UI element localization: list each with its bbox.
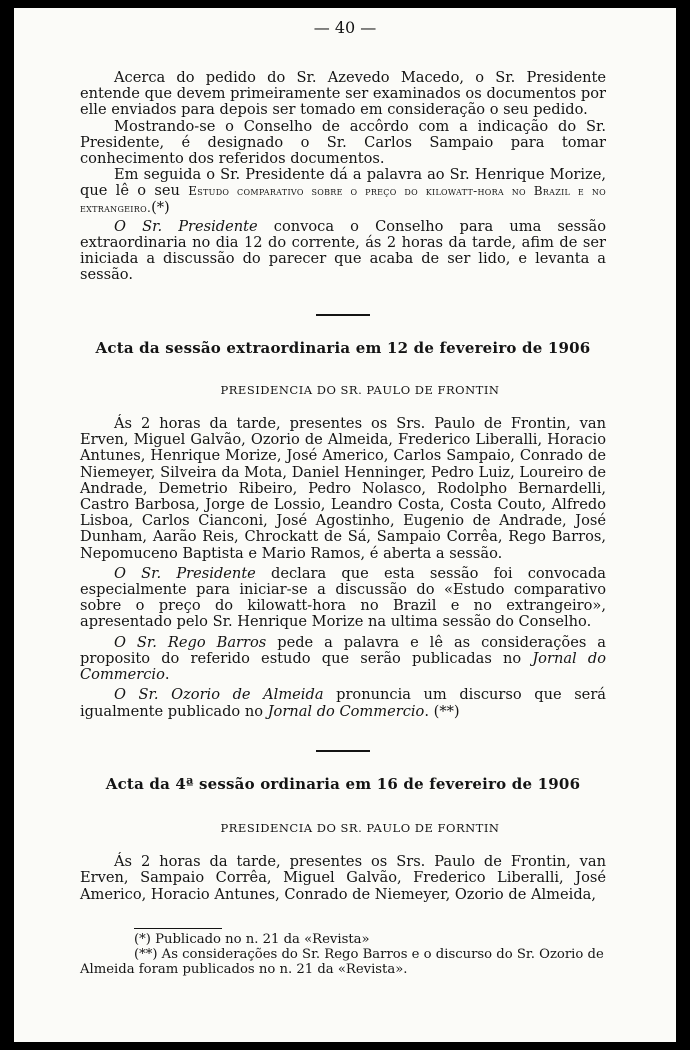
presidency-line: PRESIDENCIA DO SR. PAULO DE FRONTIN [220,382,500,397]
footnote-divider [134,928,222,929]
paragraph: O Sr. Rego Barros pede a palavra e lê as considerações a proposito do referido estudo que serão publicadas no Jornal do Commercio. [80,633,606,684]
paragraph: Ás 2 horas da tarde, presentes os Srs. Paulo de Frontin, van Erven, Miguel Galvão, Ozorio de Almeida, Frederico Liberalli, Horacio Antunes, Henrique Morize, José Americo, Carlos Sampaio, Conrado de Niemeyer, Silveira da Mota, Daniel Henninger, Pedro Luiz, Loureiro de Andrade, Demetrio Ribeiro, Pedro Nolasco, Rodolpho Bernardelli, Castro Barbosa, Jorge de Lossio, Leandro Costa, Costa Couto, Alfredo Lisboa, Carlos Cianconi, José Agostinho, Eugenio de Andrade, José Dunham, Aarão Reis, Chrockatt de Sá, Sampaio Corrêa, Rego Barros, Nepomuceno Baptista e Mario Ramos, é aberta a sessão. [80,415,606,562]
body-text [80,70,606,903]
presidency-line: PRESIDENCIA DO SR. PAULO DE FORNTIN [220,820,500,835]
paragraph: O Sr. Ozorio de Almeida pronuncia um discurso que será igualmente publicado no Jornal do Commercio. (**) [80,686,606,720]
section-divider [316,314,370,316]
footnote-mark: (*) [151,198,170,216]
paragraph: Em seguida o Sr. Presidente dá a palavra ao Sr. Henrique Morize, que lê o seu Estudo comparativo sobre o preço do kilowatt-hora no Brazil e no extrangeiro.(*) [80,166,606,216]
document-page [14,8,676,1042]
paragraph: Acerca do pedido do Sr. Azevedo Macedo, o Sr. Presidente entende que devem primeiramente ser examinados os documentos por elle enviados para depois ser tomado em consideração o seu pedido. [80,69,606,119]
study-title: Estudo comparativo sobre o preço do kilowatt-hora no Brazil e no extrangeiro. [80,184,606,215]
footnote: (**) As considerações do Sr. Rego Barros e o discurso do Sr. Ozorio de Almeida foram publicados no n. 21 da «Revista». [80,946,604,977]
paragraph: Ás 2 horas da tarde, presentes os Srs. Paulo de Frontin, van Erven, Sampaio Corrêa, Miguel Galvão, Frederico Liberalli, José Americo, Horacio Antunes, Conrado de Niemeyer, Ozorio de Almeida, [80,853,606,903]
section-divider [316,750,370,752]
footnote: (*) Publicado no n. 21 da «Revista» [134,932,370,947]
paragraph: O Sr. Presidente convoca o Conselho para uma sessão extraordinaria no dia 12 do corrente, ás 2 horas da tarde, afim de ser iniciada a discussão do parecer que acaba de ser lido, e levanta a sessão. [80,217,606,284]
section-heading: Acta da 4ª sessão ordinaria em 16 de fevereiro de 1906 [105,774,581,793]
page-number: — 40 — [313,18,377,37]
paragraph: O Sr. Presidente declara que esta sessão foi convocada especialmente para iniciar-se a discussão do «Estudo comparativo sobre o preço do kilowatt-hora no Brazil e no extrangeiro», apresentado pelo Sr. Henrique Morize na ultima sessão do Conselho. [80,564,606,631]
footnotes [80,928,606,977]
section-heading: Acta da sessão extraordinaria em 12 de fevereiro de 1906 [95,338,591,357]
paragraph: Mostrando-se o Conselho de accôrdo com a indicação do Sr. Presidente, é designado o Sr. Carlos Sampaio para tomar conhecimento dos referidos documentos. [80,117,606,168]
